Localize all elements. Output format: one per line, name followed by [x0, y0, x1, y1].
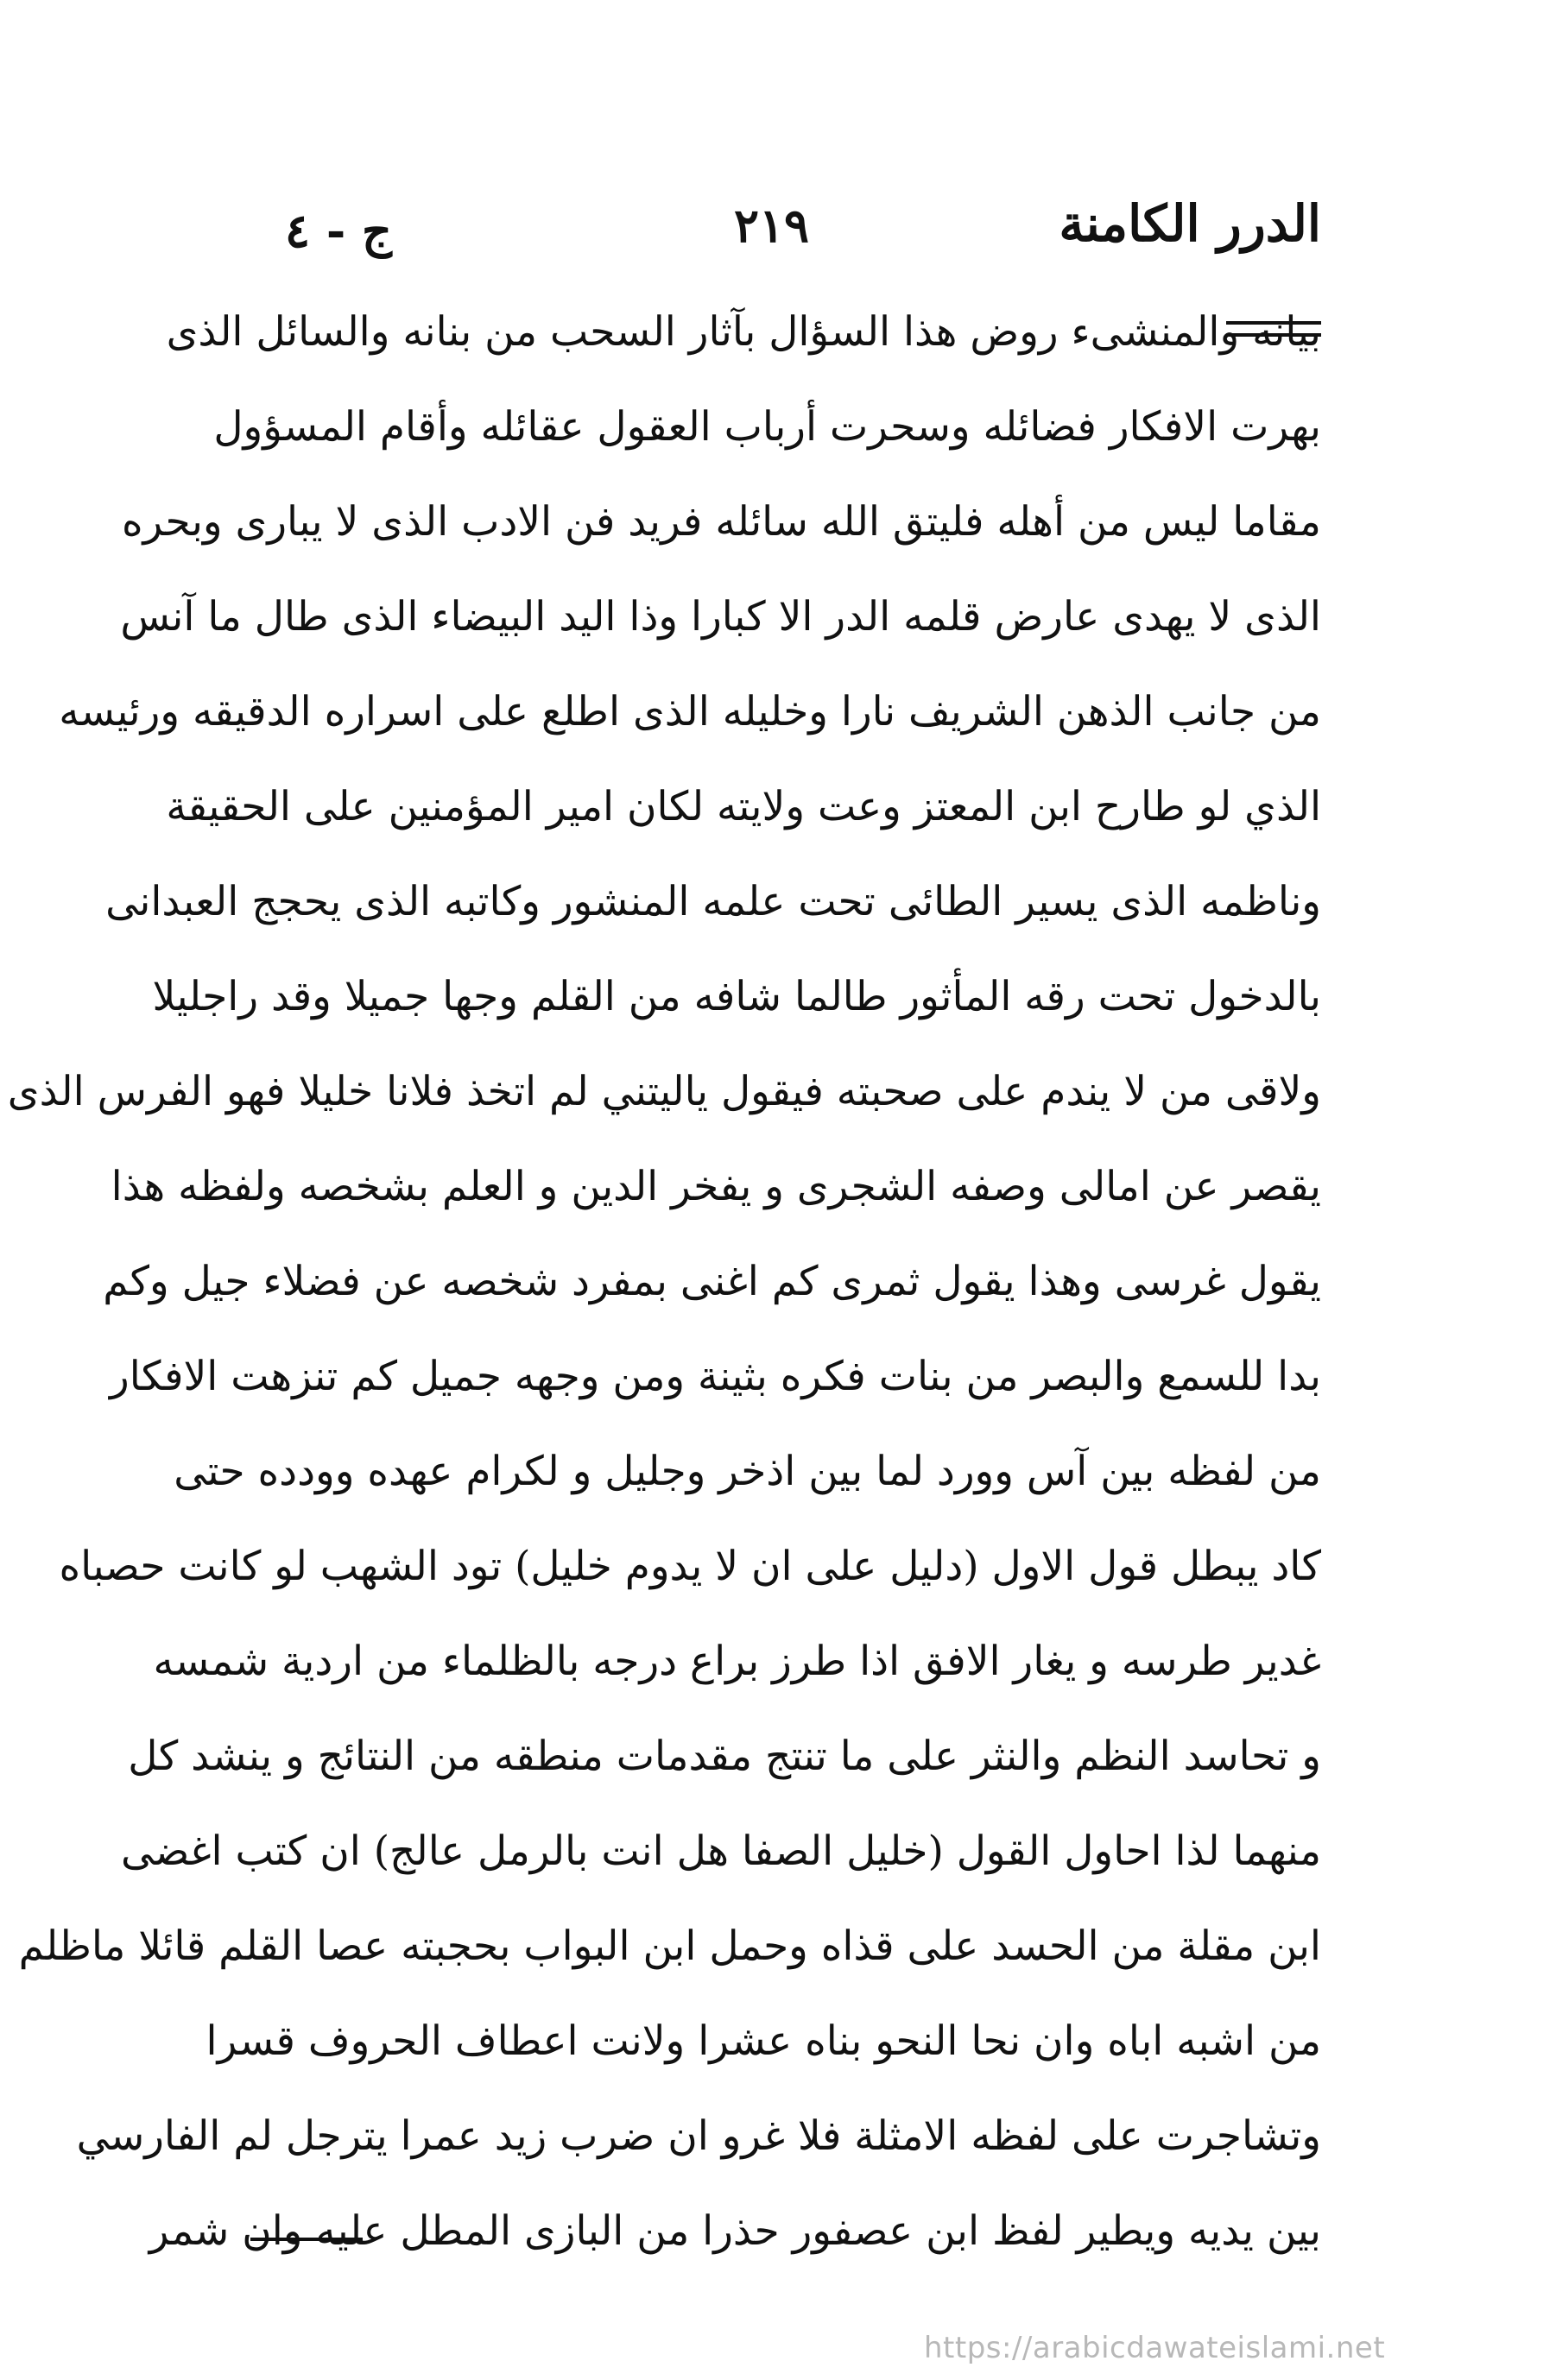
text-body: [7, 285, 1321, 2296]
text-line: بيانه والمنشىء روض هذا السؤال بآثار السحب من بنانه والسائل الذى: [166, 308, 1321, 356]
text-line: من لفظه بين آس وورد لما بين اذخر وجليل و لكرام عهده وودده حتى: [174, 1448, 1321, 1495]
source-watermark: https://arabicdawateislami.net: [924, 2331, 1386, 2365]
text-line: من اشبه اباه وان نحا النحو بناه عشرا ولانت اعطاف الحروف قسرا: [206, 2017, 1321, 2065]
running-title: الدرر الكامنة: [1059, 194, 1321, 253]
text-line: من جانب الذهن الشريف نارا وخليله الذى اطلع على اسراره الدقيقه ورئيسه: [59, 688, 1321, 735]
text-line: بدا للسمع والبصر من بنات فكره بثينة ومن وجهه جميل كم تنزهت الافكار: [110, 1353, 1321, 1400]
page-header: [285, 194, 1321, 272]
continuation-rule: [250, 2238, 363, 2241]
text-line: و تحاسد النظم والنثر على ما تنتج مقدمات منطقه من النتائج و ينشد كل: [128, 1733, 1321, 1780]
text-line: يقول غرسى وهذا يقول ثمرى كم اغنى بمفرد شخصه عن فضلاء جيل وكم: [103, 1258, 1321, 1305]
text-line: يقصر عن امالى وصفه الشجرى و يفخر الدين و العلم بشخصه ولفظه هذا: [111, 1163, 1321, 1210]
volume-label: ج - ٤: [285, 203, 392, 258]
page-number: ٢١٩: [734, 198, 810, 253]
text-line: بالدخول تحت رقه المأثور طالما شافه من القلم وجها جميلا وقد راجليلا: [152, 973, 1321, 1020]
text-line: الذى لا يهدى عارض قلمه الدر الا كبارا وذا اليد البيضاء الذى طال ما آنس: [120, 593, 1321, 641]
text-line: مقاما ليس من أهله فليتق الله سائله فريد فن الادب الذى لا يبارى وبحره: [121, 498, 1321, 546]
text-line: غدير طرسه و يغار الافق اذا طرز براع درجه بالظلماء من اردية شمسه: [153, 1638, 1321, 1685]
text-line: ابن مقلة من الحسد على قذاه وحمل ابن البواب بحجبته عصا القلم قائلا ماظلم: [18, 1922, 1321, 1970]
text-line: الذي لو طارح ابن المعتز وعت ولايته لكان امير المؤمنين على الحقيقة: [166, 783, 1321, 830]
text-line: وتشاجرت على لفظه الامثلة فلا غرو ان ضرب زيد عمرا يترجل لم الفارسي: [76, 2112, 1321, 2160]
text-line: وناظمه الذى يسير الطائى تحت علمه المنشور وكاتبه الذى يحجج العبدانى: [105, 878, 1321, 925]
text-line: ولاقى من لا يندم على صحبته فيقول ياليتني لم اتخذ فلانا خليلا فهو الفرس الذى: [7, 1068, 1321, 1115]
text-line: بهرت الافكار فضائله وسحرت أرباب العقول عقائله وأقام المسؤول: [213, 403, 1321, 451]
text-line: بين يديه ويطير لفظ ابن عصفور حذرا من البازى المطل عليه وان شمر: [149, 2207, 1321, 2255]
text-line: كاد يبطل قول الاول (دليل على ان لا يدوم خليل) تود الشهب لو كانت حصباه: [59, 1543, 1321, 1590]
text-line: منهما لذا احاول القول (خليل الصفا هل انت بالرمل عالج) ان كتب اغضى: [121, 1828, 1321, 1875]
